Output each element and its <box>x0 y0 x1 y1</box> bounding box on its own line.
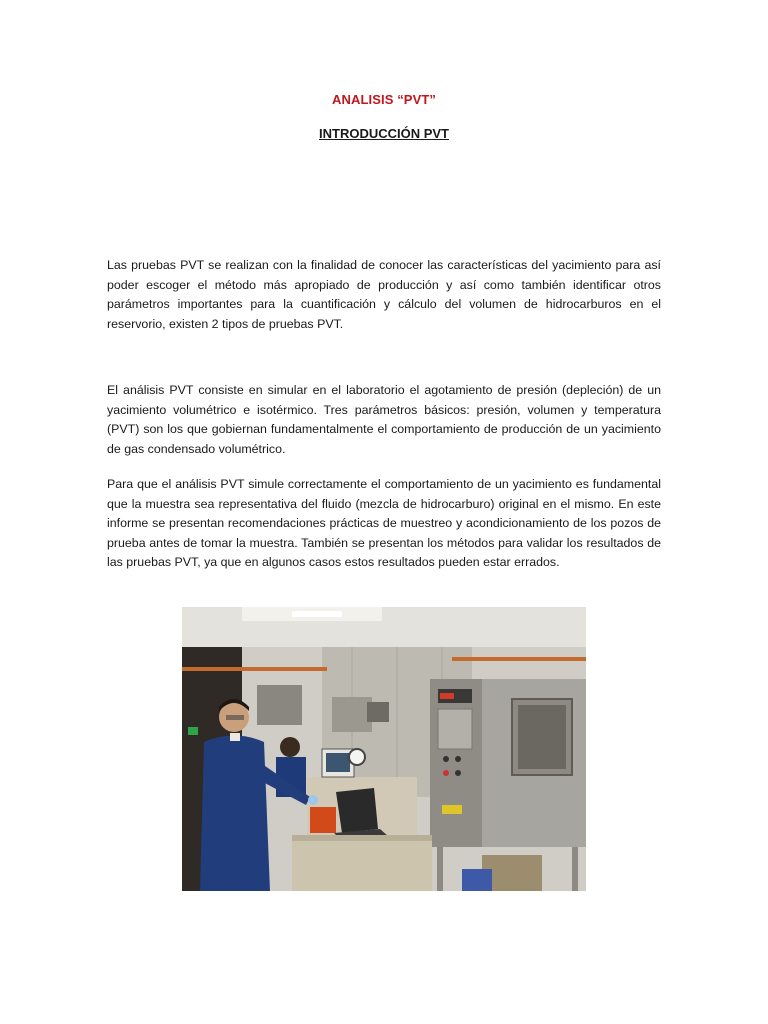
paragraph-sampling: Para que el análisis PVT simule correctamente el comportamiento de un yacimiento es fundamental que la muestra sea representativa del fluido (mezcla de hidrocarburo) original en el mismo. En este informe se presentan recomendaciones prácticas de muestreo y acondicionamiento de los pozos de prueba antes de tomar la muestra. También se presentan los métodos para validar los resultados de las pruebas PVT, ya que en algunos casos estos resultados pueden estar errados. <box>107 477 661 570</box>
paragraph-definition: El análisis PVT consiste en simular en el laboratorio el agotamiento de presión (depleción) de un yacimiento volumétrico e isotérmico. Tres parámetros básicos: presión, volumen y temperatura (PVT) son los que gobiernan fundamentalmente el comportamiento de producción de un yacimiento de gas condensado volumétrico. <box>107 383 661 456</box>
paragraph-intro: Las pruebas PVT se realizan con la finalidad de conocer las características del yacimiento para así poder escoger el método más apropiado de producción y así como también identificar otros parámetros importantes para la cuantificación y cálculo del volumen de hidrocarburos en el reservorio, existen 2 tipos de pruebas PVT. <box>107 258 661 331</box>
section-heading: INTRODUCCIÓN PVT <box>319 126 449 141</box>
document-title: ANALISIS “PVT” <box>332 92 436 107</box>
laboratory-photo <box>182 607 586 891</box>
